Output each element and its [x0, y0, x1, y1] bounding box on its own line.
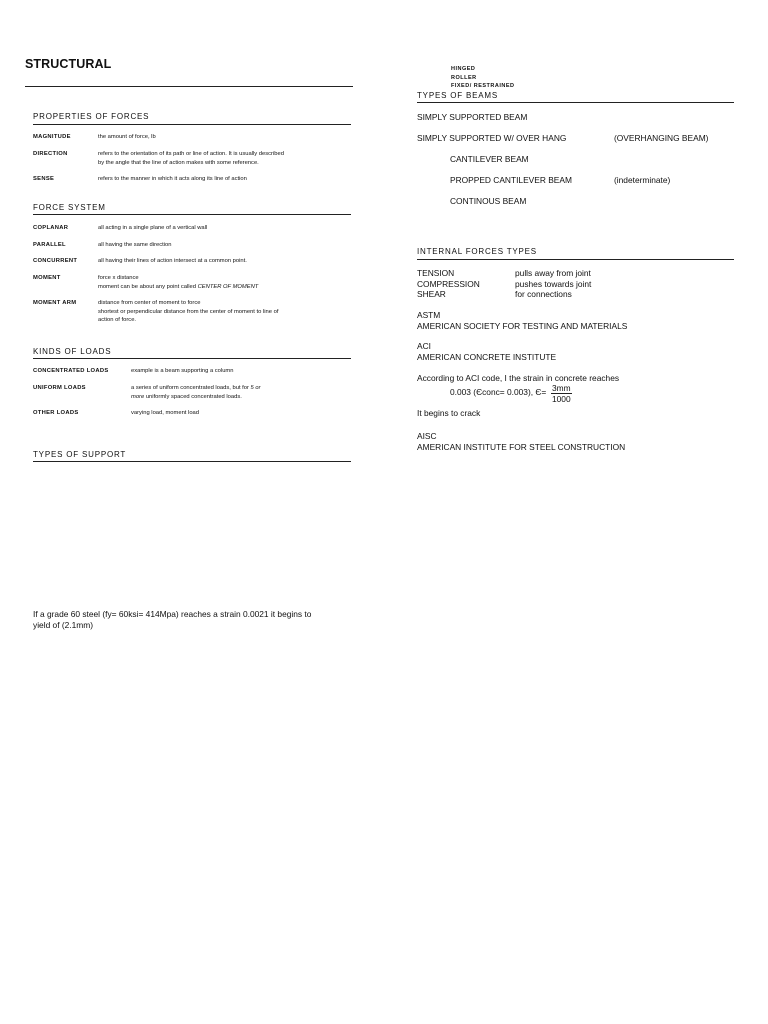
section-heading-properties: PROPERTIES OF FORCES: [33, 112, 150, 121]
def-moment-arm: distance from center of moment to force shortest or perpendicular distance from the center of moment to line of action of force.: [98, 300, 279, 323]
def-coplanar: all acting in a single plane of a vertical wall: [98, 225, 208, 231]
term-coplanar: COPLANAR: [33, 225, 69, 231]
def-uniform-loads: a series of uniform concentrated loads, but for 5 or more uniformly spaced concentrated loads.: [131, 385, 261, 400]
aci-crack-note: It begins to crack: [417, 408, 481, 418]
def-direction: refers to the orientation of its path or line of action. It is usually described by the angle that the line of action makes with some reference.: [98, 151, 284, 166]
section-heading-types-of-support: TYPES OF SUPPORT: [33, 450, 127, 459]
page-title: STRUCTURAL: [25, 57, 112, 71]
section-heading-force-system: FORCE SYSTEM: [33, 203, 106, 212]
beam-overhang-note: (OVERHANGING BEAM): [614, 133, 709, 143]
def-sense: refers to the manner in which it acts along its line of action: [98, 176, 247, 182]
def-magnitude: the amount of force, lb: [98, 134, 156, 140]
term-concurrent: CONCURRENT: [33, 258, 78, 264]
term-parallel: PARALLEL: [33, 242, 66, 248]
beam-cantilever: CANTILEVER BEAM: [450, 154, 529, 164]
beam-continous: CONTINOUS BEAM: [450, 196, 527, 206]
term-concentrated-loads: CONCENTRATED LOADS: [33, 368, 109, 374]
section-rule: [33, 461, 351, 462]
section-rule: [417, 102, 734, 103]
term-uniform-loads: UNIFORM LOADS: [33, 385, 86, 391]
strain-fraction: $\frac{3mm}{1000}$: [551, 383, 571, 404]
def-concurrent: all having their lines of action intersect at a common point.: [98, 258, 247, 264]
aisc-block: AISC AMERICAN INSTITUTE FOR STEEL CONSTRUCTION: [417, 431, 626, 452]
def-other-loads: varying load, moment load: [131, 410, 199, 416]
section-rule: [33, 214, 351, 215]
support-list: HINGED ROLLER FIXED/ RESTRAINED: [451, 66, 515, 90]
steel-yield-note: If a grade 60 steel (fy= 60ksi= 414Mpa) reaches a strain 0.0021 it begins to yield of (2.1mm): [33, 609, 312, 630]
term-direction: DIRECTION: [33, 151, 68, 157]
aci-strain-line1: According to ACI code, I the strain in concrete reaches: [417, 373, 620, 383]
astm-block: ASTM AMERICAN SOCIETY FOR TESTING AND MATERIALS: [417, 310, 628, 331]
term-magnitude: MAGNITUDE: [33, 134, 71, 140]
term-moment-arm: MOMENT ARM: [33, 300, 77, 306]
section-rule: [33, 358, 351, 359]
term-moment: MOMENT: [33, 275, 61, 281]
aci-block: ACI AMERICAN CONCRETE INSTITUTE: [417, 341, 557, 362]
beam-simply-supported: SIMPLY SUPPORTED BEAM: [417, 112, 528, 122]
section-heading-internal-forces: INTERNAL FORCES TYPES: [417, 247, 537, 256]
def-concentrated-loads: example is a beam supporting a column: [131, 368, 234, 374]
internal-force-names: TENSION COMPRESSION SHEAR: [417, 268, 480, 300]
beam-propped-cantilever: PROPPED CANTILEVER BEAM: [450, 175, 572, 185]
def-parallel: all having the same direction: [98, 242, 172, 248]
term-sense: SENSE: [33, 176, 55, 182]
beam-propped-note: (indeterminate): [614, 175, 671, 185]
internal-force-descriptions: pulls away from joint pushes towards joint for connections: [515, 268, 592, 300]
aci-strain-line2: 0.003 (Єconc= 0.003), Є=: [450, 387, 547, 397]
def-moment: force x distance moment can be about any point called CENTER OF MOMENT: [98, 275, 259, 290]
section-rule: [33, 124, 351, 125]
title-rule: [25, 86, 353, 87]
term-other-loads: OTHER LOADS: [33, 410, 79, 416]
section-heading-kinds-of-loads: KINDS OF LOADS: [33, 347, 112, 356]
section-heading-types-of-beams: TYPES OF BEAMS: [417, 91, 498, 100]
beam-overhang: SIMPLY SUPPORTED W/ OVER HANG: [417, 133, 567, 143]
section-rule: [417, 259, 734, 260]
